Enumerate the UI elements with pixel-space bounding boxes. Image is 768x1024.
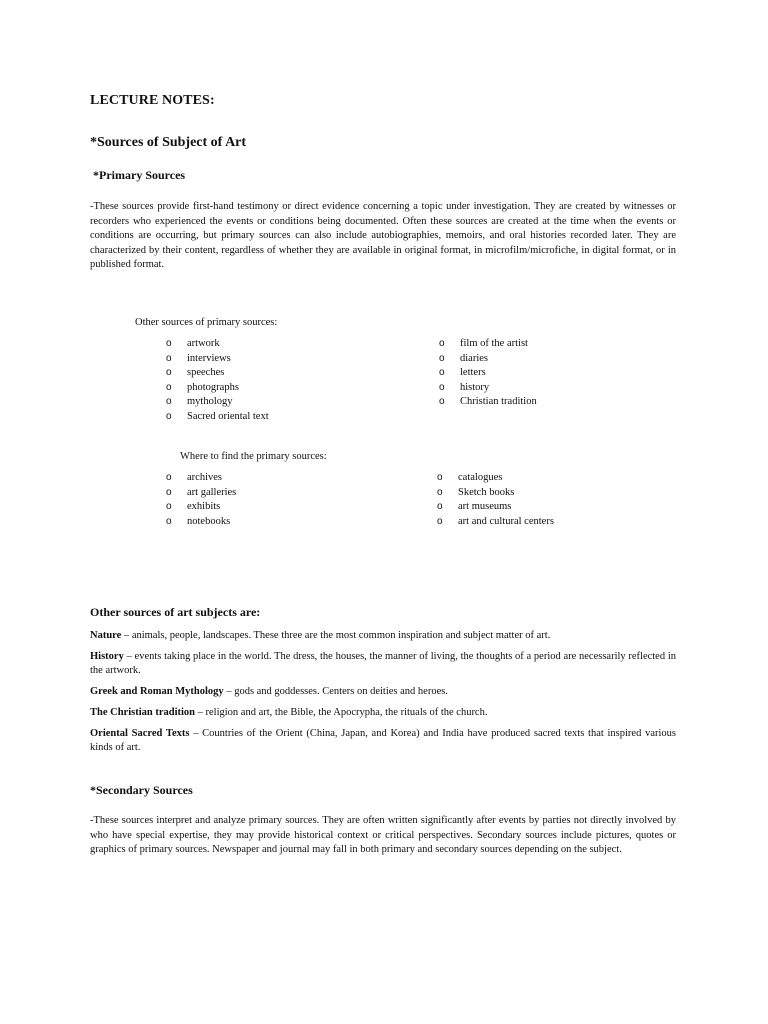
bullet-icon: o: [437, 515, 443, 527]
other-primary-sources-title: Other sources of primary sources:: [135, 317, 278, 328]
bullet-icon: o: [166, 367, 172, 379]
other-primary-list-right: [439, 337, 537, 410]
bullet-icon: o: [166, 410, 172, 422]
list-item: o mythology: [166, 395, 269, 410]
bullet-icon: o: [437, 472, 443, 483]
list-item: o catalogues: [437, 471, 554, 486]
list-item: o photographs: [166, 381, 269, 396]
other-primary-list-left: [166, 337, 269, 425]
art-subject-christian-tradition: [90, 706, 676, 720]
list-item: o history: [439, 381, 537, 396]
art-subject-desc: – Countries of the Orient (China, Japan, and Korea) and India have produced sacred texts that inspired various kinds of art.: [90, 728, 676, 753]
primary-sources-heading: *Primary Sources: [93, 168, 186, 182]
primary-sources-paragraph: -These sources provide first-hand testimony or direct evidence concerning a topic under investigation. They are created by witnesses or recorders who experienced the events or conditions being documented. Often these sources are created at the time when the events or conditions are occurring, but primary sources can also include autobiographies, memoirs, and oral histories recorded later. They are characterized by their content, regardless of whether they are available in original format, in microfilm/microfiche, in digital format, or in published format.: [90, 201, 676, 270]
where-to-find-list-right: [437, 471, 554, 529]
bullet-icon: o: [166, 338, 172, 349]
where-to-find-list-left: [166, 471, 236, 529]
art-subject-desc: – gods and goddesses. Centers on deities and heroes.: [223, 686, 448, 697]
list-item: o Sacred oriental text: [166, 410, 269, 425]
art-subject-term: Nature: [90, 630, 122, 641]
bullet-icon: o: [437, 486, 443, 498]
other-sources-heading: Other sources of art subjects are:: [90, 605, 261, 619]
list-item: o exhibits: [166, 500, 236, 515]
bullet-icon: o: [166, 352, 172, 364]
list-item: o Christian tradition: [439, 395, 537, 410]
bullet-icon: o: [166, 515, 172, 527]
art-subject-desc: – events taking place in the world. The dress, the houses, the manner of living, the thoughts of a period are necessarily reflected in the artwork.: [90, 651, 676, 676]
list-item: o notebooks: [166, 515, 236, 530]
art-subject-term: History: [90, 651, 124, 662]
art-subject-oriental-texts: [90, 727, 676, 754]
bullet-icon: o: [166, 396, 172, 408]
bullet-icon: o: [439, 381, 445, 393]
bullet-icon: o: [439, 338, 445, 349]
list-item: o diaries: [439, 352, 537, 367]
bullet-icon: o: [439, 352, 445, 364]
list-item: o art and cultural centers: [437, 515, 554, 530]
bullet-icon: o: [437, 501, 443, 513]
bullet-icon: o: [439, 367, 445, 379]
art-subject-desc: – animals, people, landscapes. These three are the most common inspiration and subject matter of art.: [121, 630, 551, 641]
bullet-icon: o: [439, 396, 445, 408]
art-subject-term: Greek and Roman Mythology: [90, 686, 224, 697]
list-item: o letters: [439, 366, 537, 381]
art-subject-nature: [90, 629, 676, 643]
list-item: o film of the artist: [439, 337, 537, 352]
bullet-icon: o: [166, 472, 172, 483]
list-item: o art museums: [437, 500, 554, 515]
list-item: o interviews: [166, 352, 269, 367]
art-subject-term: The Christian tradition: [90, 707, 196, 718]
bullet-icon: o: [166, 381, 172, 393]
secondary-sources-paragraph: -These sources interpret and analyze primary sources. They are often written significantly after events by parties not directly involved by who have special expertise, they may provide historical context or critical perspectives. Secondary sources include pictures, quotes or graphics of primary sources. Newspaper and journal may fall in both primary and secondary sources depending on the subject.: [90, 815, 676, 855]
where-to-find-title: Where to find the primary sources:: [180, 451, 327, 462]
bullet-icon: o: [166, 486, 172, 498]
art-subject-term: Oriental Sacred Texts: [90, 728, 190, 739]
art-subject-mythology: [90, 685, 676, 699]
list-item: o artwork: [166, 337, 269, 352]
list-item: o art galleries: [166, 486, 236, 501]
art-subject-desc: – religion and art, the Bible, the Apocrypha, the rituals of the church.: [195, 707, 488, 718]
list-item: o speeches: [166, 366, 269, 381]
list-item: o Sketch books: [437, 486, 554, 501]
list-item: o archives: [166, 471, 236, 486]
secondary-sources-heading: *Secondary Sources: [90, 783, 193, 797]
page-title: LECTURE NOTES:: [90, 93, 215, 108]
art-subject-history: [90, 650, 676, 677]
section-title: *Sources of Subject of Art: [90, 135, 247, 150]
bullet-icon: o: [166, 501, 172, 513]
